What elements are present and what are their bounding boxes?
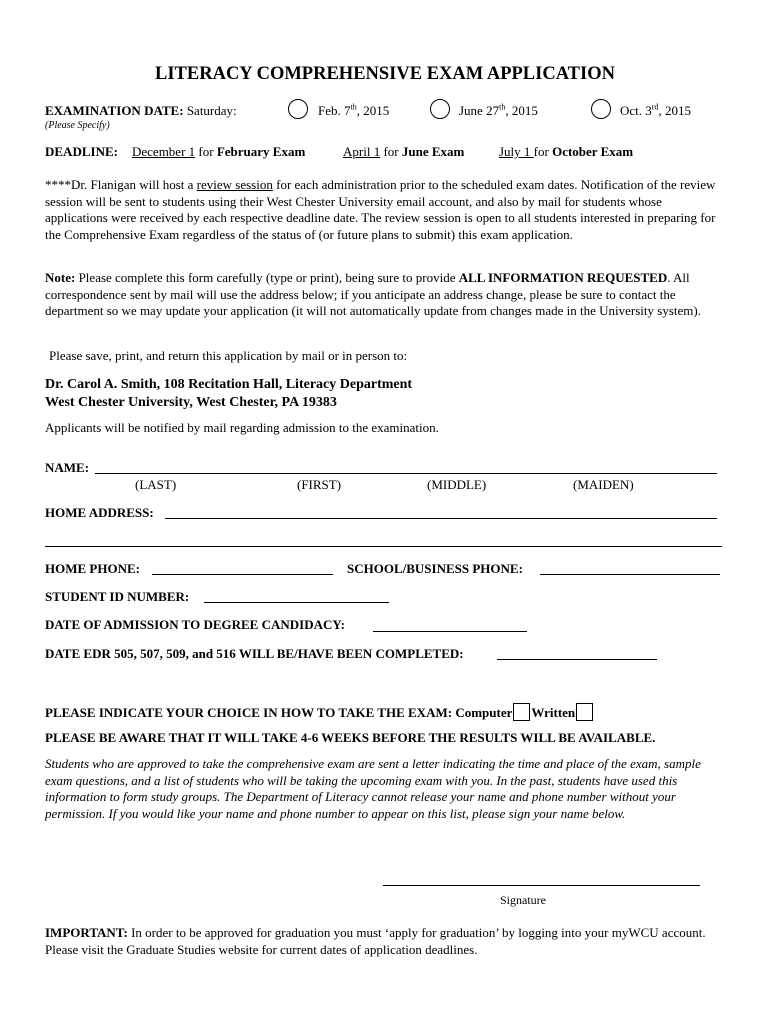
review-session-link: review session [196,177,273,192]
exam-date-hint: (Please Specify) [45,120,110,131]
deadline-june: April 1 for June Exam [343,144,465,159]
edr-date-input-line[interactable] [497,659,657,660]
admission-date-label: DATE OF ADMISSION TO DEGREE CANDIDACY: [45,617,345,632]
feb-date-radio[interactable] [288,99,308,119]
feb-date-option: Feb. 7th, 2015 [318,102,390,118]
name-part-middle: (MIDDLE) [427,477,487,492]
exam-date-label: EXAMINATION DATE: [45,103,184,118]
page-title: LITERACY COMPREHENSIVE EXAM APPLICATION [155,64,615,84]
home-address-input-line[interactable] [165,518,717,519]
written-checkbox[interactable] [576,703,593,721]
written-option-label: Written [531,705,576,720]
exam-choice-label: PLEASE INDICATE YOUR CHOICE IN HOW TO TAKE THE EXAM: [45,705,456,720]
deadline-october: July 1 for October Exam [499,144,634,159]
important-paragraph: IMPORTANT: In order to be approved for graduation you must ‘apply for graduation’ by logging into your myWCU account. Please visit the Graduate Studies website for current dates of application deadlines. [45,925,706,957]
return-instructions: Please save, print, and return this application by mail or in person to: [49,348,408,363]
name-input-line[interactable] [95,473,717,474]
oct-date-option: Oct. 3rd, 2015 [620,102,691,118]
student-id-label: STUDENT ID NUMBER: [45,589,190,604]
home-address-second-line[interactable] [45,546,722,547]
signature-label: Signature [500,893,546,907]
name-part-last: (LAST) [135,477,177,492]
review-paragraph: ****Dr. Flanigan will host a review session for each administration prior to the scheduled exam dates. Notification of the review session will be sent to students using their West Chester University email account, and also by mail for students whose applications were received by each respective deadline date. The review session is open to all students interested in preparing for the Comprehensive Exam regardless of the status of (or future plans to submit) this exam application. [45,177,716,242]
home-phone-label: HOME PHONE: [45,561,140,576]
name-part-first: (FIRST) [297,477,342,492]
name-part-maiden: (MAIDEN) [573,477,634,492]
school-phone-label: SCHOOL/BUSINESS PHONE: [347,561,523,576]
student-id-input-line[interactable] [204,602,389,603]
home-phone-input-line[interactable] [152,574,333,575]
june-date-radio[interactable] [430,99,450,119]
mailing-address-line2: West Chester University, West Chester, PA 19383 [45,395,337,410]
edr-date-label: DATE EDR 505, 507, 509, and 516 WILL BE/HAVE BEEN COMPLETED: [45,646,464,661]
mailing-address-line1: Dr. Carol A. Smith, 108 Recitation Hall, Literacy Department [45,377,413,392]
notification-text: Applicants will be notified by mail regarding admission to the examination. [45,420,439,435]
deadline-label: DEADLINE: [45,144,118,159]
results-warning: PLEASE BE AWARE THAT IT WILL TAKE 4-6 WEEKS BEFORE THE RESULTS WILL BE AVAILABLE. [45,730,656,745]
oct-date-radio[interactable] [591,99,611,119]
deadline-row [45,144,118,160]
signature-line[interactable] [383,885,700,886]
name-label: NAME: [45,460,90,475]
students-note: Students who are approved to take the comprehensive exam are sent a letter indicating the time and place of the exam, sample exam questions, and a list of students who will be taking the upcoming exam with you. In the past, students have used this information to form study groups. The Department of Literacy cannot release your name and phone number without your permission. If you would like your name and phone number to appear on this list, please sign your name below. [45,756,701,821]
note-paragraph: Note: Please complete this form carefully (type or print), being sure to provide ALL INFORMATION REQUESTED. All correspondence sent by mail will use the address below; if you anticipate an address change, please be sure to contact the department so we may update your application (it will not automatically update from changes made in the University system). [45,270,701,318]
exam-date-label-group [45,103,237,119]
computer-option-label: Computer [455,705,513,720]
school-phone-input-line[interactable] [540,574,720,575]
exam-date-day: Saturday: [186,103,237,118]
admission-date-input-line[interactable] [373,631,527,632]
exam-choice-row [45,703,594,721]
home-address-label: HOME ADDRESS: [45,505,154,520]
deadline-february: December 1 for February Exam [132,144,306,159]
june-date-option: June 27th, 2015 [459,102,538,118]
computer-checkbox[interactable] [513,703,530,721]
